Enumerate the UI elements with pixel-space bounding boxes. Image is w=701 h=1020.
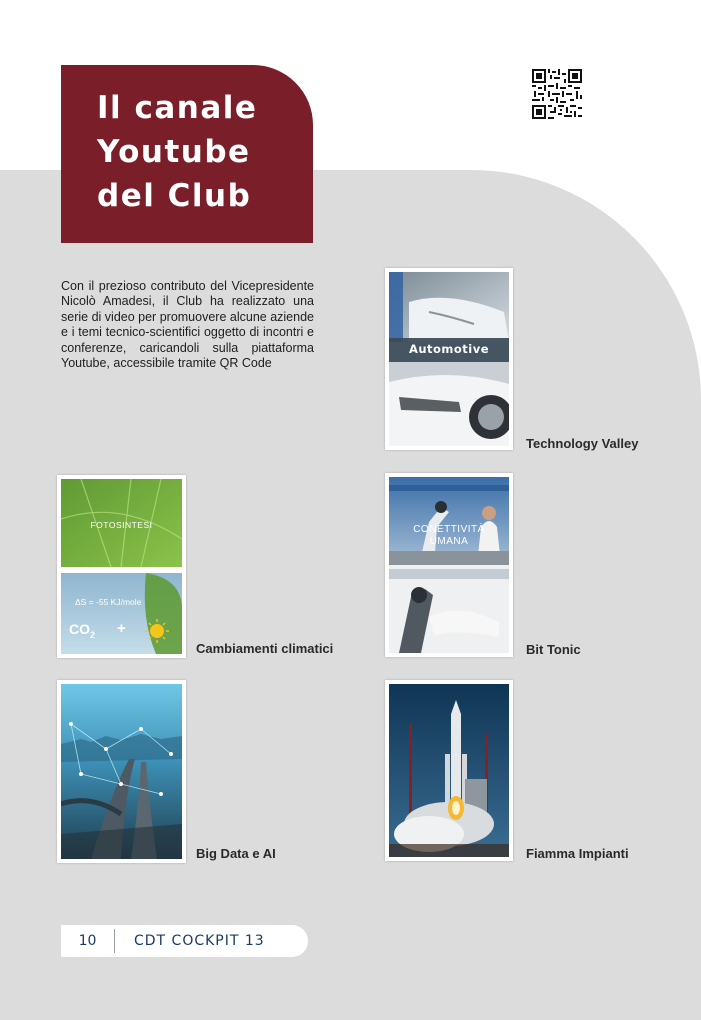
video-thumbnail-big-data-ai[interactable]: [57, 680, 186, 863]
thumbnail-overlay-label: Automotive: [408, 342, 490, 356]
city-network-photo: [61, 684, 182, 859]
robot-photo: [389, 477, 509, 653]
rocket-launch-photo: [389, 684, 509, 857]
magazine-name: CDT COCKPIT 13: [134, 933, 265, 949]
title-line-2: Youtube: [97, 134, 251, 170]
page-number: 10: [78, 933, 97, 949]
title-line-1: Il canale: [97, 90, 258, 126]
video-caption-big-data-ai[interactable]: Big Data e AI: [196, 846, 276, 861]
page-footer: [61, 925, 308, 957]
video-caption-fiamma-impianti[interactable]: Fiamma Impianti: [526, 846, 629, 861]
thumbnail-co2-label: $CO_2$: [69, 621, 96, 640]
video-caption-cambiamenti-climatici[interactable]: Cambiamenti climatici: [196, 641, 334, 656]
video-thumbnail-fiamma-impianti[interactable]: [385, 680, 513, 861]
video-caption-technology-valley[interactable]: Technology Valley: [526, 436, 639, 451]
video-thumbnail-technology-valley[interactable]: [385, 268, 513, 450]
thumbnail-formula: ΔS = -55 KJ/mole: [75, 597, 142, 607]
thumbnail-overlay-label: FOTOSINTESI: [90, 520, 153, 530]
qr-code[interactable]: [532, 69, 582, 119]
thumbnail-overlay-line-1: CONETTIVITÀ: [413, 524, 485, 535]
intro-paragraph: Con il prezioso contributo del Vicepresidente Nicolò Amadesi, il Club ha realizzato una serie di video per promuovere alcune aziende e i temi tecnico-scientifici oggetto di incontri e conferenze, caricandoli sulla piattaforma Youtube, accessibile tramite QR Code: [61, 278, 314, 371]
title-line-3: del Club: [97, 178, 252, 214]
thumbnail-plus-sign: +: [117, 620, 126, 637]
video-caption-bit-tonic[interactable]: Bit Tonic: [526, 642, 581, 657]
footer-divider: [114, 929, 115, 953]
thumbnail-overlay-line-2: UMANA: [429, 536, 469, 547]
qr-code-icon: [532, 69, 582, 119]
title-box: [61, 65, 313, 243]
video-thumbnail-bit-tonic[interactable]: [385, 473, 513, 657]
video-thumbnail-cambiamenti-climatici[interactable]: [57, 475, 186, 658]
car-photo: [389, 272, 509, 446]
